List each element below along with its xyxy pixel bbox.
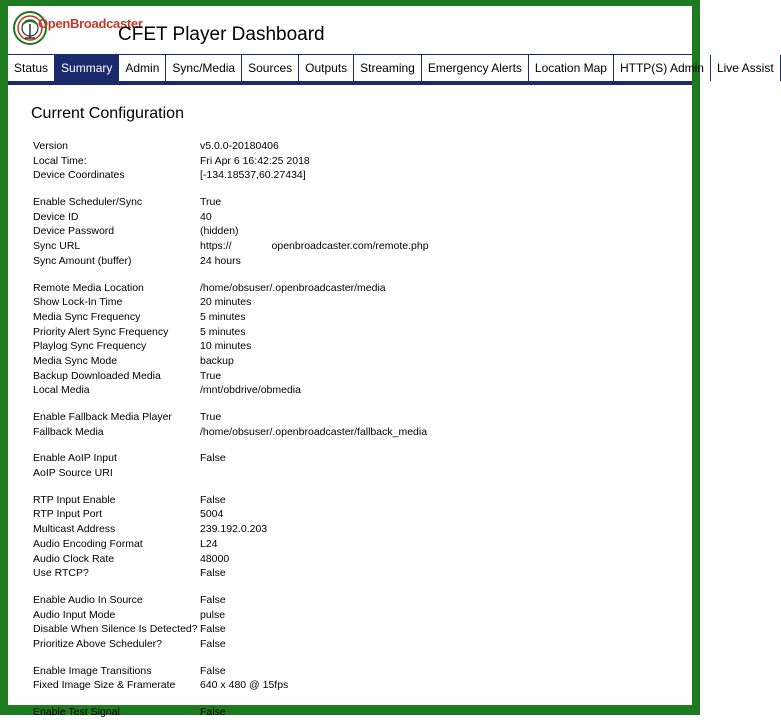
- config-key: AoIP Source URI: [33, 467, 113, 480]
- config-row: [33, 239, 673, 254]
- config-key: Local Time:: [33, 154, 87, 167]
- config-key: Prioritize Above Scheduler?: [33, 637, 162, 650]
- header: [8, 6, 692, 54]
- config-value: [200, 369, 221, 384]
- config-value: [200, 410, 221, 425]
- config-key: RTP Input Enable: [33, 493, 116, 506]
- config-value: [200, 552, 229, 567]
- config-key: Playlog Sync Frequency: [33, 340, 147, 353]
- config-row: [33, 664, 673, 679]
- group-spacer: [33, 693, 673, 705]
- config-value: [200, 451, 226, 466]
- config-key: Audio Encoding Format: [33, 537, 143, 550]
- tab-emergency-alerts[interactable]: Emergency Alerts: [422, 55, 529, 81]
- config-key: Device Password: [33, 225, 115, 238]
- config-value: [200, 637, 226, 652]
- config-key: Audio Clock Rate: [33, 552, 115, 565]
- group-spacer: [33, 439, 673, 451]
- config-row: [33, 493, 673, 508]
- config-value-text: True: [200, 196, 222, 209]
- tab-live-assist[interactable]: Live Assist: [711, 55, 781, 81]
- config-row: [33, 154, 673, 169]
- config-value-text: 20 minutes: [200, 296, 252, 309]
- config-value: [200, 210, 212, 225]
- config-key: Enable Image Transitions: [33, 664, 152, 677]
- config-row: [33, 705, 673, 720]
- config-key: Media Sync Frequency: [33, 310, 141, 323]
- config-value: [200, 295, 251, 310]
- config-value: [200, 195, 221, 210]
- config-row: [33, 354, 673, 369]
- group-spacer: [33, 581, 673, 593]
- config-row: [33, 369, 673, 384]
- brand-name: OpenBroadcaster: [38, 16, 143, 31]
- config-row: [33, 522, 673, 537]
- config-value-text: False: [200, 706, 226, 718]
- group-spacer: [33, 398, 673, 410]
- config-value-text: 640 x 480 @ 15fps: [200, 679, 289, 692]
- config-row: [33, 593, 673, 608]
- config-row: [33, 195, 673, 210]
- config-value: [200, 678, 288, 693]
- tab-location-map[interactable]: Location Map: [529, 55, 614, 81]
- config-value-text: False: [200, 623, 226, 636]
- config-value-text: False: [200, 493, 226, 506]
- config-row: [33, 608, 673, 623]
- config-value-text: pulse: [200, 608, 226, 621]
- config-value-text: True: [200, 411, 222, 423]
- config-list: [33, 139, 673, 720]
- config-row: [33, 451, 673, 466]
- tab-summary[interactable]: Summary: [55, 55, 119, 81]
- config-value: [200, 566, 226, 581]
- config-value-text: True: [200, 369, 222, 382]
- config-key: Audio Input Mode: [33, 608, 116, 621]
- config-row: [33, 224, 673, 239]
- tab-sync-media[interactable]: Sync/Media: [166, 55, 242, 81]
- tab-streaming[interactable]: Streaming: [354, 55, 422, 81]
- config-key: Enable Test Signal: [33, 706, 120, 718]
- config-value: [200, 339, 251, 354]
- config-key: Priority Alert Sync Frequency: [33, 325, 169, 338]
- config-value-url-host: openbroadcaster.com/remote.php: [271, 240, 429, 253]
- config-value: [200, 239, 429, 254]
- config-value: [200, 522, 267, 537]
- config-row: [33, 566, 673, 581]
- config-row: [33, 281, 673, 296]
- config-value-text: False: [200, 452, 226, 465]
- config-key: Remote Media Location: [33, 281, 144, 294]
- config-row: [33, 325, 673, 340]
- config-row: [33, 678, 673, 693]
- config-value: [200, 168, 306, 183]
- config-row: [33, 310, 673, 325]
- config-value: [200, 139, 279, 154]
- config-key: Version: [33, 140, 69, 152]
- config-row: [33, 537, 673, 552]
- config-value-text: 48000: [200, 552, 230, 565]
- config-value-text: 239.192.0.203: [200, 523, 268, 536]
- config-value-text: False: [200, 593, 226, 606]
- group-spacer: [33, 269, 673, 281]
- tab-http-s-admin[interactable]: HTTP(S) Admin: [614, 55, 711, 81]
- config-key: Fallback Media: [33, 425, 104, 438]
- config-value-text: [-134.18537,60.27434]: [200, 169, 306, 182]
- config-value: [200, 493, 226, 508]
- config-value-text: v5.0.0-20180406: [200, 140, 279, 152]
- config-row: [33, 410, 673, 425]
- tab-sources[interactable]: Sources: [242, 55, 299, 81]
- group-spacer: [33, 481, 673, 493]
- config-key: Device ID: [33, 210, 79, 223]
- config-value: [200, 425, 427, 440]
- config-row: [33, 507, 673, 522]
- config-row: [33, 254, 673, 269]
- config-value-text: 5004: [200, 508, 224, 521]
- config-key: Fixed Image Size & Framerate: [33, 679, 176, 692]
- config-key: Enable Audio In Source: [33, 593, 143, 606]
- config-row: [33, 295, 673, 310]
- config-value: [200, 593, 226, 608]
- config-key: Media Sync Mode: [33, 354, 118, 367]
- config-value-text: https://: [200, 240, 232, 253]
- config-value-text: False: [200, 664, 226, 677]
- config-value: [200, 608, 225, 623]
- config-value-text: /home/obsuser/.openbroadcaster/media: [200, 281, 386, 294]
- config-value: [200, 664, 226, 679]
- config-value-text: 40: [200, 210, 212, 223]
- config-key: RTP Input Port: [33, 508, 103, 521]
- tab-status[interactable]: Status: [8, 55, 55, 81]
- config-key: Use RTCP?: [33, 567, 89, 580]
- config-key: Device Coordinates: [33, 169, 125, 182]
- config-key: Local Media: [33, 384, 90, 397]
- config-value-text: 24 hours: [200, 254, 241, 267]
- summary-content: [8, 86, 692, 718]
- config-row: [33, 637, 673, 652]
- config-key: Show Lock-In Time: [33, 296, 123, 309]
- config-value-text: False: [200, 567, 226, 580]
- config-value-text: backup: [200, 354, 234, 367]
- tab-outputs[interactable]: Outputs: [299, 55, 354, 81]
- config-value: [200, 281, 386, 296]
- config-value-text: (hidden): [200, 225, 239, 238]
- config-key: Enable Fallback Media Player: [33, 411, 172, 423]
- group-spacer: [33, 652, 673, 664]
- config-row: [33, 425, 673, 440]
- config-value: [200, 383, 301, 398]
- group-spacer: [33, 183, 673, 195]
- config-key: Sync Amount (buffer): [33, 254, 132, 267]
- config-row: [33, 466, 673, 481]
- config-value: [200, 537, 218, 552]
- config-value: [200, 325, 246, 340]
- config-value-text: 5 minutes: [200, 310, 246, 323]
- config-row: [33, 139, 673, 154]
- config-value: [200, 254, 241, 269]
- config-value-text: /home/obsuser/.openbroadcaster/fallback_media: [200, 425, 428, 438]
- config-row: [33, 383, 673, 398]
- config-value-text: 10 minutes: [200, 340, 252, 353]
- config-key: Backup Downloaded Media: [33, 369, 161, 382]
- config-key: Enable Scheduler/Sync: [33, 196, 143, 209]
- config-value: [200, 154, 310, 169]
- nav-tabs: [8, 54, 774, 85]
- config-key: Multicast Address: [33, 523, 116, 536]
- page-title: CFET Player Dashboard: [118, 24, 325, 45]
- config-value: [200, 354, 234, 369]
- config-value-text: L24: [200, 537, 218, 550]
- config-value-text: Fri Apr 6 16:42:25 2018: [200, 154, 310, 167]
- config-value-text: /mnt/obdrive/obmedia: [200, 384, 301, 397]
- config-key: Disable When Silence Is Detected?: [33, 623, 198, 636]
- config-row: [33, 210, 673, 225]
- config-row: [33, 168, 673, 183]
- config-value: [200, 224, 239, 239]
- section-title: Current Configuration: [31, 105, 184, 122]
- tab-admin[interactable]: Admin: [119, 55, 166, 81]
- config-value: [200, 507, 223, 522]
- config-value: [200, 310, 246, 325]
- config-row: [33, 339, 673, 354]
- config-row: [33, 552, 673, 567]
- config-value: [200, 705, 226, 720]
- config-value: [200, 622, 226, 637]
- config-row: [33, 622, 673, 637]
- config-key: Sync URL: [33, 240, 81, 253]
- config-key: Enable AoIP Input: [33, 452, 117, 465]
- config-value-text: 5 minutes: [200, 325, 246, 338]
- config-value-text: False: [200, 637, 226, 650]
